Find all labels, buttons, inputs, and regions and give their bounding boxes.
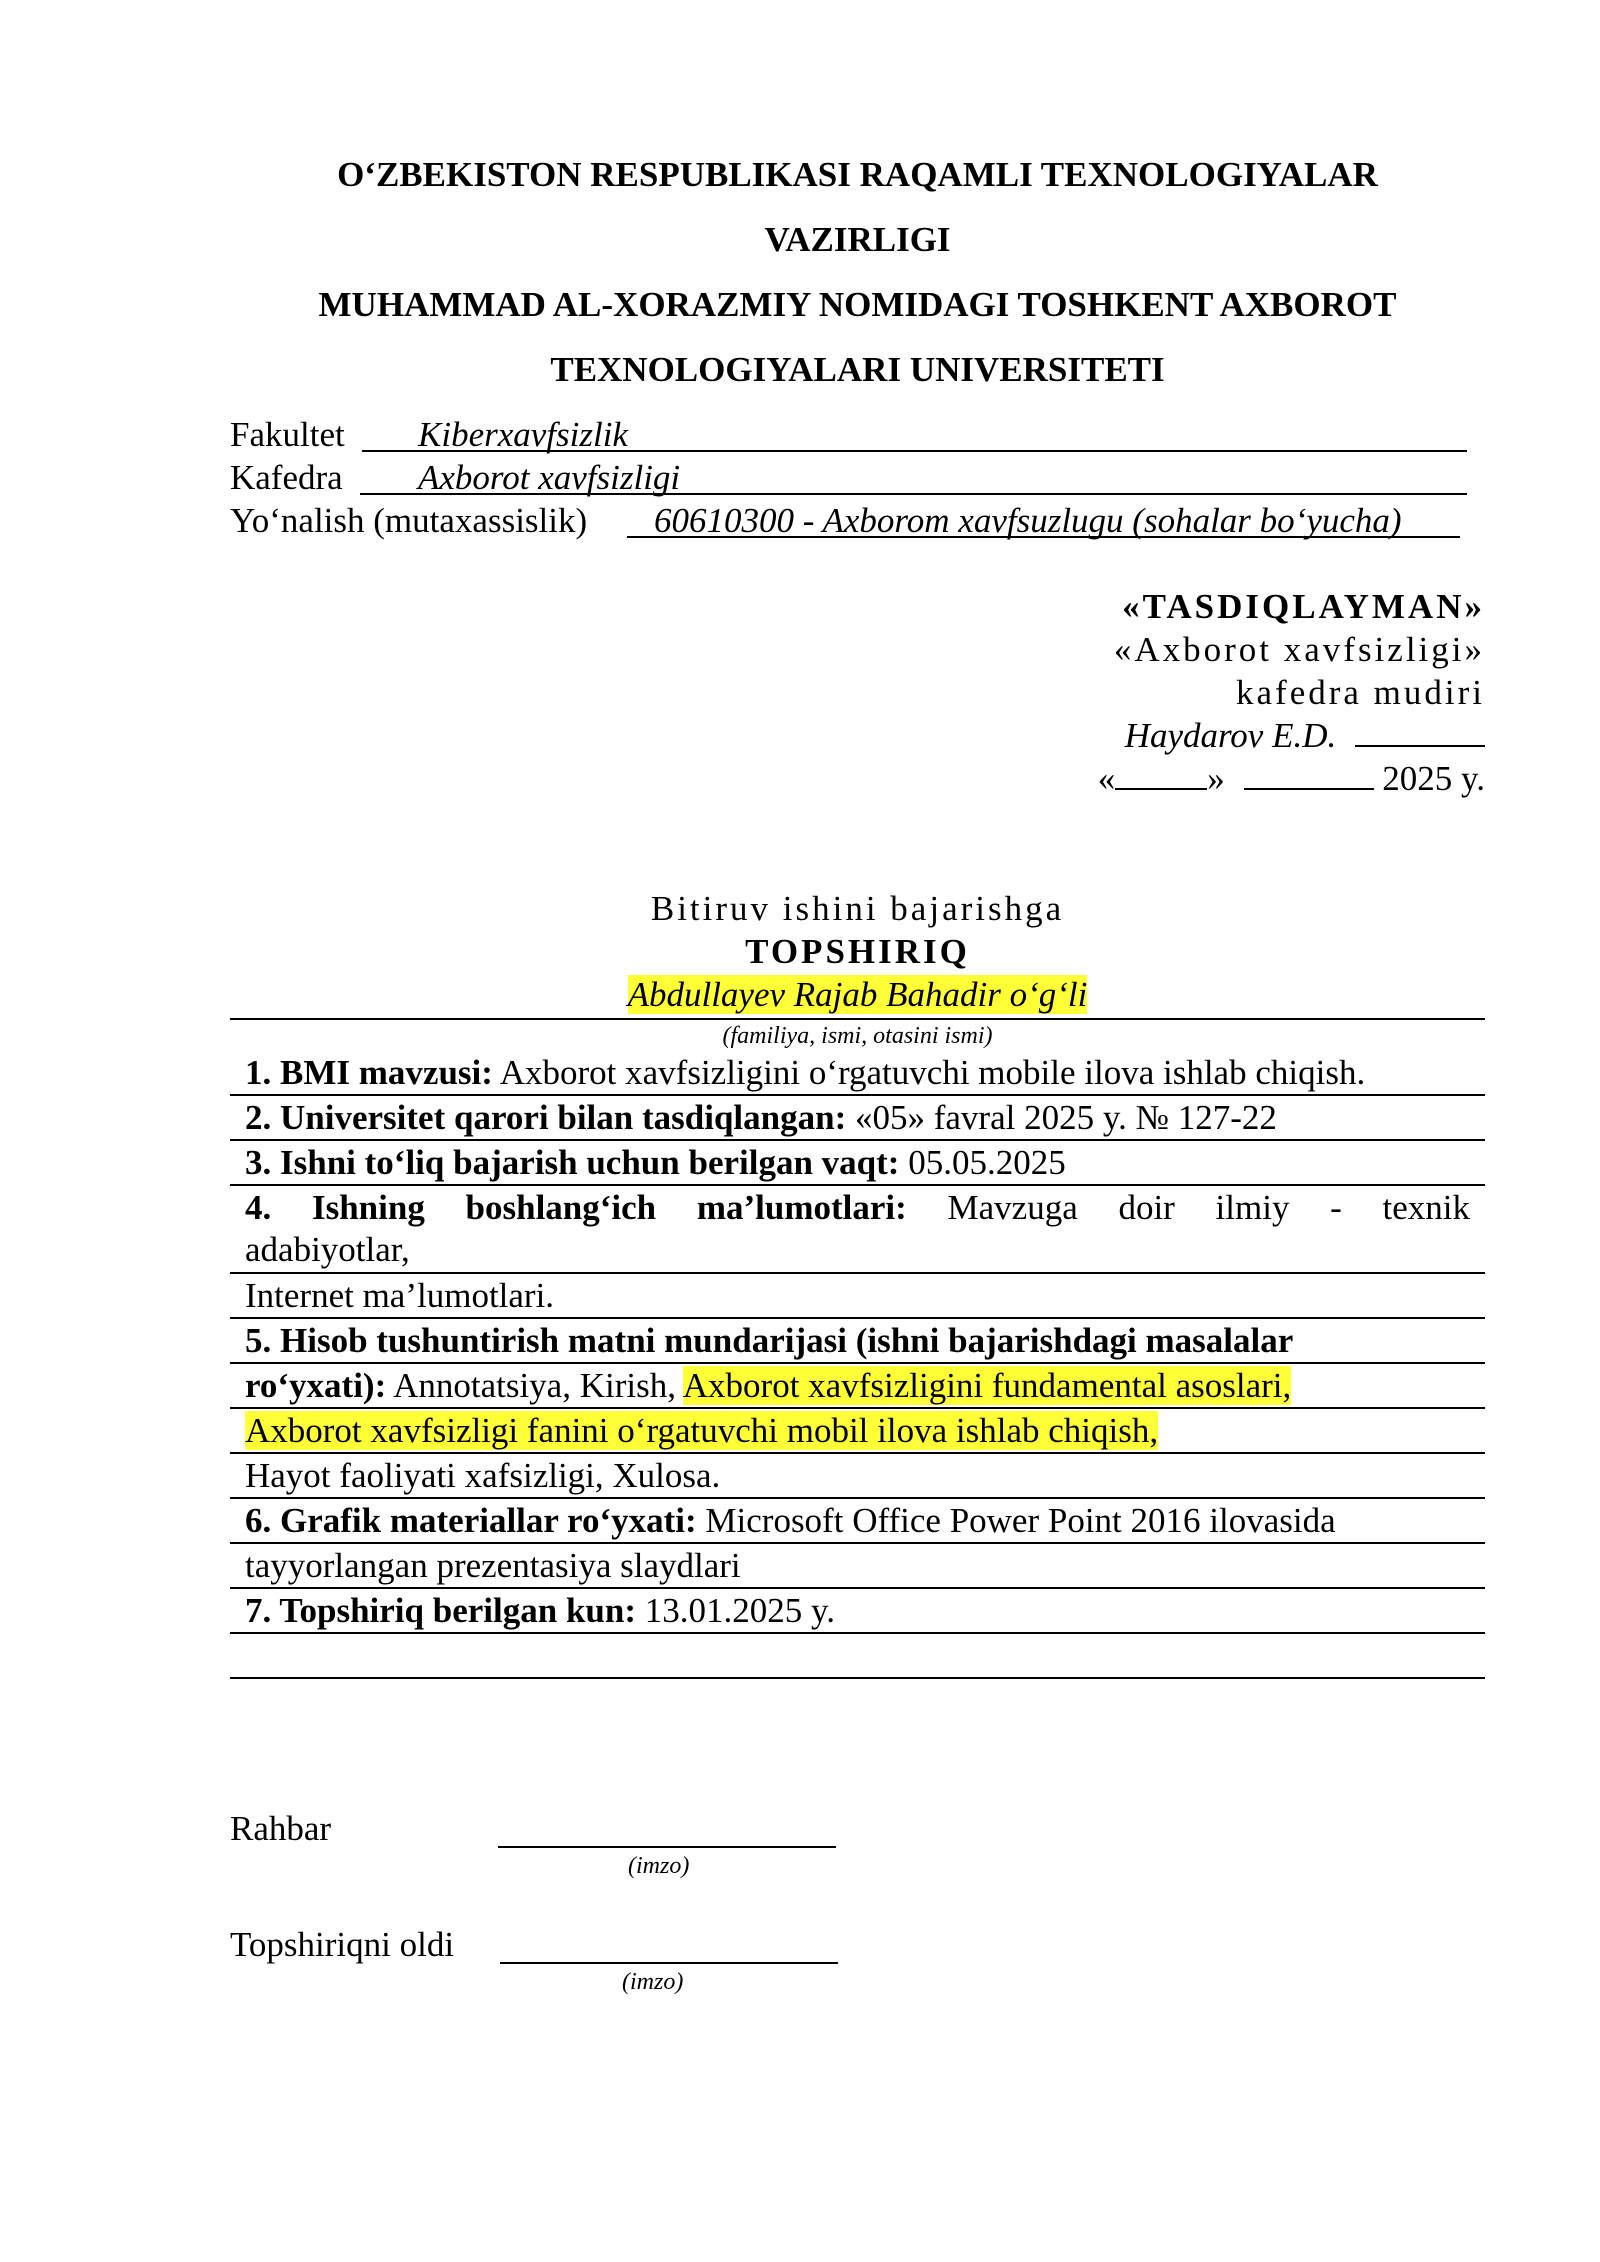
item-4-word: Ishning	[311, 1188, 425, 1227]
header-university-line1: MUHAMMAD AL-XORAZMIY NOMIDAGI TOSHKENT AXBOROT	[318, 285, 1397, 324]
date-month-blank	[1244, 758, 1374, 790]
approval-signature-line	[1125, 714, 1485, 757]
rule-6a	[230, 1542, 1485, 1544]
receiver-label: Topshiriqni oldi	[230, 1925, 455, 1964]
faculty-value: Kiberxavfsizlik	[418, 415, 628, 454]
item-4-line2: adabiyotlar,	[245, 1230, 410, 1269]
direction-value-wrap	[654, 500, 1402, 542]
date-close-quote: »	[1207, 759, 1225, 798]
item-7-value: 13.01.2025 y.	[636, 1591, 835, 1630]
item-5-highlight-1: Axborot xavfsizligini fundamental asoslari,	[682, 1366, 1292, 1405]
rule-4a	[230, 1272, 1485, 1274]
item-5-line1	[245, 1320, 1293, 1362]
rule-5a	[230, 1362, 1485, 1364]
department-label: Kafedra	[230, 458, 343, 497]
rule-5b	[230, 1407, 1485, 1409]
approval-date	[1098, 757, 1485, 800]
item-7	[245, 1590, 835, 1632]
approval-title: «TASDIQLAYMAN»	[1122, 587, 1485, 626]
header-ministry-line2: VAZIRLIGI	[764, 220, 951, 259]
rule-1	[230, 1094, 1485, 1096]
item-6-label: 6. Grafik materiallar ro‘yxati:	[245, 1501, 697, 1540]
department-value-wrap	[418, 457, 680, 499]
header-ministry-line1: O‘ZBEKISTON RESPUBLIKASI RAQAMLI TEXNOLOGIYALAR	[337, 155, 1378, 194]
assignment-title: TOPSHIRIQ	[745, 932, 970, 971]
item-5-line3	[245, 1410, 1158, 1452]
supervisor-label: Rahbar	[230, 1809, 332, 1848]
rule-student	[230, 1018, 1485, 1020]
rule-6b	[230, 1587, 1485, 1589]
faculty-value-wrap	[418, 414, 628, 456]
item-1-value: Axborot xavfsizligini o‘rgatuvchi mobile ilova ishlab chiqish.	[492, 1053, 1366, 1092]
direction-field	[230, 500, 587, 542]
department-field	[230, 457, 343, 499]
item-3	[245, 1142, 1066, 1184]
item-4-word: doir	[1118, 1188, 1175, 1227]
item-3-label: 3. Ishni to‘liq bajarish uchun berilgan vaqt:	[245, 1143, 900, 1182]
approval-line2: kafedra mudiri	[1236, 673, 1485, 712]
item-4-line3: Internet ma’lumotlari.	[245, 1276, 555, 1315]
item-6	[245, 1500, 1336, 1542]
item-2-value: «05» favral 2025 y. № 127-22	[846, 1098, 1277, 1137]
receiver-signature-line	[500, 1962, 838, 1964]
item-6-value: Microsoft Office Power Point 2016 ilovasida	[696, 1501, 1336, 1540]
header-university-line2: TEXNOLOGIYALARI UNIVERSITETI	[550, 350, 1165, 389]
supervisor-caption: (imzo)	[628, 1853, 690, 1879]
student-name-caption: (familiya, ismi, otasini ismi)	[722, 1023, 993, 1049]
item-7-label: 7. Topshiriq berilgan kun:	[245, 1591, 636, 1630]
assignment-subtitle: Bitiruv ishini bajarishga	[650, 889, 1065, 928]
direction-label: Yo‘nalish (mutaxassislik)	[230, 501, 588, 540]
item-1	[245, 1052, 1365, 1094]
item-5-label-cont: ro‘yxati):	[245, 1366, 387, 1405]
approval-name: Haydarov E.D.	[1124, 716, 1337, 755]
item-5-label: 5. Hisob tushuntirish matni mundarijasi (ishni bajarishdagi masalalar	[245, 1321, 1294, 1360]
item-4-word: Mavzuga	[947, 1188, 1078, 1227]
faculty-field	[230, 414, 345, 456]
rule-5d	[230, 1497, 1485, 1499]
approval-year: 2025 y.	[1382, 759, 1485, 798]
receiver-caption: (imzo)	[622, 1969, 684, 1995]
item-6-line2: tayyorlangan prezentasiya slaydlari	[245, 1546, 741, 1585]
item-2-label: 2. Universitet qarori bilan tasdiqlangan:	[245, 1098, 847, 1137]
item-5-highlight-2: Axborot xavfsizligi fanini o‘rgatuvchi mobil ilova ishlab chiqish,	[245, 1411, 1159, 1450]
item-4-word: texnik	[1382, 1188, 1470, 1227]
item-4-line1	[245, 1187, 1470, 1229]
rule-3	[230, 1184, 1485, 1186]
item-4-word: ilmiy	[1215, 1188, 1290, 1227]
approval-signature-blank	[1355, 715, 1485, 747]
approval-line1: «Axborot xavfsizligi»	[1113, 630, 1485, 669]
rule-2	[230, 1139, 1485, 1141]
student-name-wrap	[230, 974, 1485, 1016]
student-name: Abdullayev Rajab Bahadir o‘g‘li	[627, 975, 1088, 1014]
supervisor-signature-line	[498, 1846, 836, 1848]
date-open-quote: «	[1097, 759, 1116, 798]
item-4-word: 4.	[245, 1188, 272, 1227]
department-value: Axborot xavfsizligi	[418, 458, 681, 497]
item-5-value: Annotatsiya, Kirish,	[386, 1366, 683, 1405]
item-2	[245, 1097, 1277, 1139]
item-5-line4: Hayot faoliyati xafsizligi, Xulosa.	[245, 1456, 721, 1495]
rule-4b	[230, 1317, 1485, 1319]
rule-7	[230, 1632, 1485, 1634]
item-3-value: 05.05.2025	[899, 1143, 1066, 1182]
rule-5c	[230, 1452, 1485, 1454]
item-1-label: 1. BMI mavzusi:	[245, 1053, 493, 1092]
item-4-word: boshlang‘ich	[465, 1188, 657, 1227]
item-4-word: -	[1330, 1188, 1342, 1227]
date-day-blank	[1115, 758, 1207, 790]
item-4-word: ma’lumotlari:	[696, 1188, 907, 1227]
item-5-line2	[245, 1365, 1291, 1407]
direction-value: 60610300 - Axborom xavfsuzlugu (sohalar bo‘yucha)	[654, 501, 1402, 540]
faculty-label: Fakultet	[230, 415, 345, 454]
rule-blank	[230, 1677, 1485, 1679]
